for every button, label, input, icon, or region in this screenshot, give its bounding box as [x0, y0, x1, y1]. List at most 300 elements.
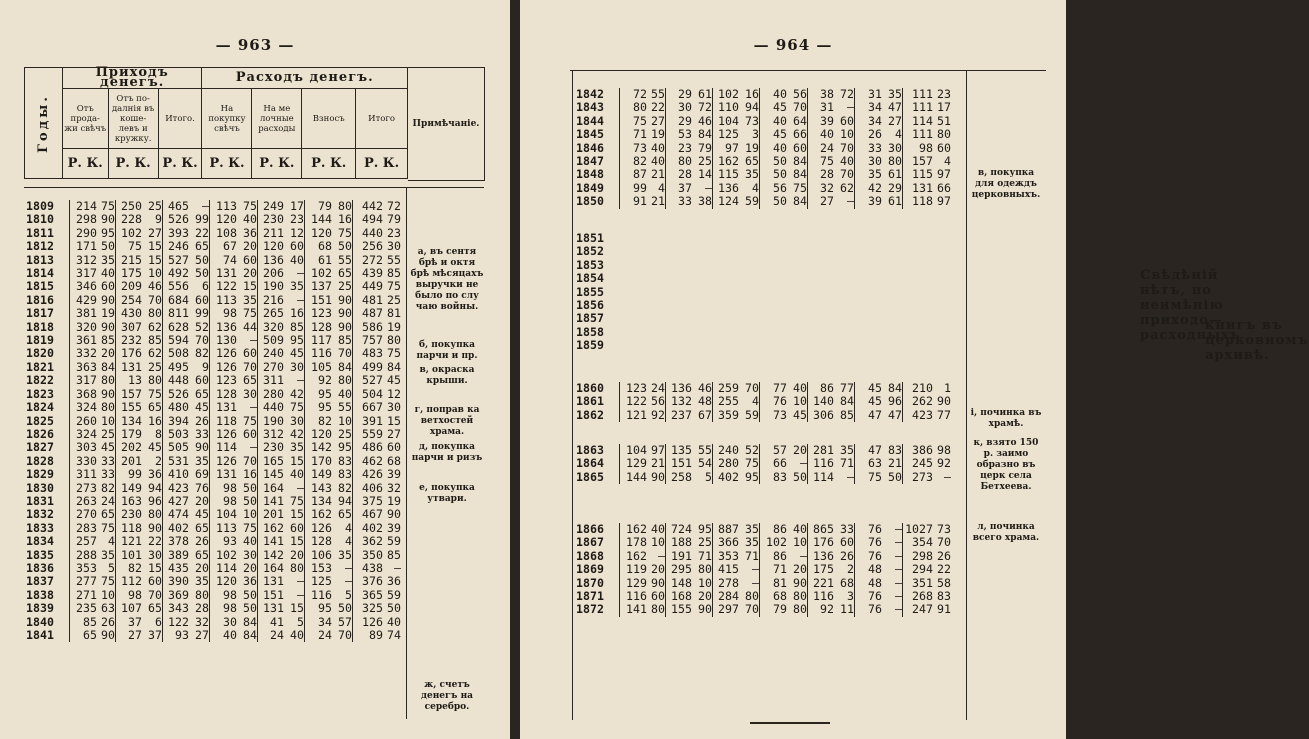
rubles-cell: 123	[620, 382, 648, 395]
rubles-cell: 201	[258, 508, 285, 521]
kopecks-cell: 80	[387, 333, 401, 348]
kopecks-cell: 26	[840, 548, 854, 563]
rubles-cell: 209	[116, 280, 143, 293]
kopecks-cell: 5	[705, 469, 712, 484]
kopecks-cell: 27	[888, 113, 902, 128]
kopecks-cell: 60	[651, 589, 665, 604]
message-no-data-2: книгъ въ церковномъ архивѣ.	[1205, 318, 1309, 363]
year-cell: 1867	[576, 535, 604, 550]
kopecks-cell: 80	[101, 373, 115, 388]
rubles-cell: 111	[903, 101, 934, 114]
kopecks-cell: —	[847, 469, 854, 484]
year-cell: 1856	[576, 298, 604, 313]
kopecks-cell: 50	[338, 239, 352, 254]
kopecks-cell: 73	[937, 522, 951, 536]
rubles-cell: 132	[666, 395, 693, 408]
right-table-1860-1862	[574, 382, 951, 422]
rk-6: Р. К.	[302, 149, 356, 179]
rubles-cell: 175	[808, 563, 835, 576]
rubles-cell: 34	[305, 616, 333, 629]
rubles-cell: 216	[258, 294, 285, 307]
rubles-cell: 526	[163, 213, 190, 226]
kopecks-cell: —	[847, 194, 854, 209]
kopecks-cell: 79	[387, 212, 401, 227]
gap-year-row	[574, 259, 619, 272]
kopecks-cell: 90	[387, 507, 401, 522]
kopecks-cell: 90	[101, 628, 115, 642]
kopecks-cell: 70	[148, 587, 162, 602]
kopecks-cell: 35	[745, 535, 759, 550]
kopecks-cell: 84	[793, 194, 807, 209]
year-cell: 1819	[26, 333, 54, 348]
kopecks-cell: 71	[840, 456, 854, 471]
kopecks-cell: 26	[937, 548, 951, 563]
kopecks-cell: 95	[698, 522, 712, 536]
rubles-cell: 175	[116, 267, 143, 280]
rubles-cell: 343	[163, 602, 190, 615]
rubles-cell: 33	[666, 195, 693, 208]
kopecks-cell: 65	[338, 507, 352, 522]
right-table-1866-1872	[574, 523, 951, 617]
kopecks-cell: 35	[888, 87, 902, 101]
kopecks-cell: 40	[651, 140, 665, 155]
kopecks-cell: 25	[148, 359, 162, 374]
kopecks-cell: 40	[793, 522, 807, 536]
year-cell: 1833	[26, 520, 54, 535]
rubles-cell: 24	[305, 629, 333, 642]
rubles-cell: 230	[258, 441, 285, 454]
kopecks-cell: 16	[290, 306, 304, 321]
rubles-cell: 118	[210, 415, 238, 428]
kopecks-cell: 84	[888, 381, 902, 395]
rubles-cell: 99	[116, 468, 143, 481]
kopecks-cell: 72	[698, 100, 712, 115]
kopecks-cell: 30	[387, 239, 401, 254]
kopecks-cell: 60	[840, 113, 854, 128]
kopecks-cell: 83	[888, 443, 902, 457]
header-income: Приходъ денегъ.	[62, 68, 202, 89]
kopecks-cell: 85	[840, 407, 854, 422]
kopecks-cell: —	[895, 522, 902, 536]
rubles-cell: 527	[163, 254, 190, 267]
kopecks-cell: 36	[243, 225, 257, 240]
kopecks-cell: 84	[243, 614, 257, 629]
kopecks-cell: 50	[338, 601, 352, 616]
rubles-cell: 295	[666, 563, 693, 576]
year-cell: 1852	[576, 244, 604, 259]
rubles-cell: 108	[210, 227, 238, 240]
ledger-row	[24, 213, 401, 226]
ledger-row	[574, 182, 951, 195]
kopecks-cell: 36	[243, 574, 257, 589]
rubles-cell: 402	[163, 522, 190, 535]
kopecks-cell: 23	[937, 87, 951, 101]
kopecks-cell: 46	[148, 279, 162, 294]
year-cell: 1829	[26, 467, 54, 482]
rubles-cell: 102	[305, 267, 333, 280]
ledger-row	[24, 361, 401, 374]
rubles-cell: 40	[210, 629, 238, 642]
kopecks-cell: 47	[888, 407, 902, 422]
kopecks-cell: 80	[101, 400, 115, 415]
kopecks-cell: 84	[840, 394, 854, 409]
rubles-cell: 317	[70, 374, 98, 387]
kopecks-cell: 3	[752, 127, 759, 142]
rubles-cell: 157	[116, 388, 143, 401]
ledger-row	[574, 168, 951, 181]
rubles-cell: 240	[713, 444, 740, 457]
ledger-row	[24, 549, 401, 562]
kopecks-cell: 97	[937, 194, 951, 209]
kopecks-cell: 48	[698, 394, 712, 409]
rubles-cell: 131	[210, 468, 238, 481]
rubles-cell: 354	[903, 536, 934, 549]
rubles-cell: 628	[163, 321, 190, 334]
rubles-cell: 288	[70, 549, 98, 562]
kopecks-cell: 22	[937, 562, 951, 577]
year-cell: 1822	[26, 373, 54, 388]
rubles-cell: 311	[258, 374, 285, 387]
rubles-cell: 114	[808, 471, 835, 484]
ledger-row	[24, 334, 401, 347]
kopecks-cell: 20	[243, 239, 257, 254]
kopecks-cell: 16	[148, 413, 162, 428]
kopecks-cell: 40	[290, 252, 304, 267]
kopecks-cell: 10	[793, 394, 807, 409]
right-notes-divider	[966, 70, 967, 720]
rubles-cell: 151	[258, 589, 285, 602]
kopecks-cell: 80	[937, 127, 951, 142]
rubles-cell: 98	[116, 589, 143, 602]
kopecks-cell: 71	[745, 548, 759, 563]
kopecks-cell: 45	[148, 440, 162, 455]
rubles-cell: 102	[116, 227, 143, 240]
rubles-cell: 40	[760, 142, 788, 155]
rubles-cell: 262	[903, 395, 934, 408]
kopecks-cell: 82	[338, 480, 352, 495]
ledger-row	[24, 294, 401, 307]
kopecks-cell: 21	[651, 456, 665, 471]
rubles-cell: 359	[713, 409, 740, 422]
rubles-cell: 467	[353, 508, 384, 521]
year-cell: 1810	[26, 212, 54, 227]
year-cell: 1841	[26, 628, 54, 642]
rubles-cell: 141	[258, 535, 285, 548]
ledger-row	[24, 428, 401, 441]
year-cell: 1854	[576, 271, 604, 286]
rubles-cell: 363	[70, 361, 98, 374]
kopecks-cell: 19	[387, 493, 401, 508]
rubles-cell: 131	[210, 267, 238, 280]
rubles-cell: 41	[258, 616, 285, 629]
kopecks-cell: 45	[793, 407, 807, 422]
rubles-cell: 98	[210, 495, 238, 508]
notes-divider	[406, 187, 407, 719]
kopecks-cell: 90	[793, 575, 807, 590]
kopecks-cell: 61	[888, 167, 902, 182]
rubles-cell: 381	[70, 307, 98, 320]
rubles-cell: 86	[760, 550, 788, 563]
kopecks-cell: 35	[195, 453, 209, 468]
rubles-cell: 76	[855, 523, 883, 536]
kopecks-cell: 75	[101, 574, 115, 589]
rubles-cell: 125	[713, 128, 740, 141]
right-page	[520, 0, 1309, 739]
rubles-cell: 47	[855, 409, 883, 422]
rubles-cell: 531	[163, 455, 190, 468]
rubles-cell: 151	[305, 294, 333, 307]
kopecks-cell: —	[297, 587, 304, 602]
kopecks-cell: —	[345, 560, 352, 575]
rubles-cell: 164	[258, 562, 285, 575]
rubles-cell: 111	[903, 128, 934, 141]
rubles-cell: 366	[713, 536, 740, 549]
rubles-cell: 162	[713, 155, 740, 168]
note-v: в, окраска крыши.	[419, 365, 475, 386]
ledger-row	[574, 563, 951, 576]
rubles-cell: 126	[210, 455, 238, 468]
rubles-cell: 280	[713, 457, 740, 470]
kopecks-cell: 60	[195, 373, 209, 388]
kopecks-cell: 83	[338, 453, 352, 468]
rubles-cell: 202	[116, 441, 143, 454]
note-i: і, починка въ храмѣ.	[970, 408, 1042, 429]
kopecks-cell: 65	[101, 507, 115, 522]
kopecks-cell: 20	[793, 562, 807, 577]
kopecks-cell: 20	[290, 547, 304, 562]
kopecks-cell: 45	[101, 440, 115, 455]
kopecks-cell: 71	[698, 548, 712, 563]
rubles-cell: 31	[808, 101, 835, 114]
year-cell: 1840	[26, 614, 54, 629]
kopecks-cell: 15	[243, 279, 257, 294]
rubles-cell: 118	[116, 522, 143, 535]
rubles-cell: 114	[210, 441, 238, 454]
rubles-cell: 332	[70, 347, 98, 360]
year-cell: 1851	[576, 231, 604, 245]
rubles-cell: 104	[620, 444, 648, 457]
year-cell: 1855	[576, 284, 604, 299]
rubles-cell: 350	[353, 549, 384, 562]
kopecks-cell: 85	[148, 333, 162, 348]
ledger-row	[24, 575, 401, 588]
rubles-cell: 724	[666, 523, 693, 536]
rubles-cell: 114	[210, 562, 238, 575]
ledger-row	[24, 468, 401, 481]
rubles-cell: 123	[210, 374, 238, 387]
kopecks-cell: 30	[148, 547, 162, 562]
rubles-cell: 32	[808, 182, 835, 195]
gap-year-row	[574, 245, 619, 258]
note-d: д, покупка парчи и ризъ	[411, 442, 483, 463]
rubles-cell: 50	[760, 155, 788, 168]
rk-7: Р. К.	[356, 149, 408, 179]
year-cell: 1825	[26, 413, 54, 428]
kopecks-cell: 36	[387, 574, 401, 589]
rubles-cell: 297	[713, 603, 740, 616]
kopecks-cell: —	[800, 548, 807, 563]
kopecks-cell: 62	[148, 346, 162, 361]
ledger-row	[574, 457, 951, 470]
rubles-cell: 24	[258, 629, 285, 642]
rubles-cell: 324	[70, 428, 98, 441]
year-cell: 1870	[576, 575, 604, 590]
rubles-cell: 228	[116, 213, 143, 226]
rubles-cell: 481	[353, 294, 384, 307]
year-cell: 1842	[576, 87, 604, 101]
kopecks-cell: 52	[195, 319, 209, 334]
page-number-right: — 964 —	[753, 36, 833, 54]
rubles-cell: 237	[666, 409, 693, 422]
rubles-cell: 116	[305, 589, 333, 602]
rubles-cell: 246	[163, 240, 190, 253]
kopecks-cell: 5	[345, 587, 352, 602]
rubles-cell: 104	[713, 115, 740, 128]
rubles-cell: 474	[163, 508, 190, 521]
rubles-cell: 278	[713, 577, 740, 590]
gap-year-row	[574, 286, 619, 299]
kopecks-cell: 42	[290, 386, 304, 401]
rubles-cell: 119	[620, 563, 648, 576]
kopecks-cell: 60	[840, 535, 854, 550]
rubles-cell: 389	[163, 549, 190, 562]
kopecks-cell: 70	[745, 381, 759, 395]
year-cell: 1826	[26, 426, 54, 441]
kopecks-cell: 40	[243, 534, 257, 549]
rubles-cell: 66	[760, 457, 788, 470]
kopecks-cell: —	[895, 548, 902, 563]
rubles-cell: 353	[70, 562, 98, 575]
rubles-cell: 435	[163, 562, 190, 575]
ledger-row	[574, 577, 951, 590]
kopecks-cell: 94	[148, 480, 162, 495]
rk-3: Р. К.	[158, 149, 202, 179]
kopecks-cell: —	[250, 440, 257, 455]
ledger-row	[24, 227, 401, 240]
rk-5: Р. К.	[252, 149, 302, 179]
kopecks-cell: 35	[243, 292, 257, 307]
rubles-cell: 1027	[903, 523, 934, 536]
kopecks-cell: 19	[387, 319, 401, 334]
kopecks-cell: 10	[101, 587, 115, 602]
kopecks-cell: 60	[290, 239, 304, 254]
year-cell: 1846	[576, 140, 604, 155]
kopecks-cell: 2	[847, 562, 854, 577]
rubles-cell: 30	[666, 101, 693, 114]
kopecks-cell: 97	[651, 443, 665, 457]
kopecks-cell: 65	[195, 386, 209, 401]
kopecks-cell: 77	[840, 381, 854, 395]
rubles-cell: 28	[808, 168, 835, 181]
kopecks-cell: —	[752, 575, 759, 590]
right-table-1842-1850	[574, 88, 951, 209]
year-cell: 1814	[26, 266, 54, 281]
rubles-cell: 499	[353, 361, 384, 374]
kopecks-cell: 40	[243, 212, 257, 227]
right-years-gap	[574, 232, 619, 353]
kopecks-cell: 50	[888, 469, 902, 484]
kopecks-cell: 4	[752, 180, 759, 195]
rubles-cell: 449	[353, 280, 384, 293]
rubles-cell: 122	[210, 280, 238, 293]
kopecks-cell: 27	[651, 113, 665, 128]
kopecks-cell: 72	[840, 87, 854, 101]
kopecks-cell: 46	[698, 113, 712, 128]
rubles-cell: 270	[258, 361, 285, 374]
gap-year-row	[574, 312, 619, 325]
rubles-cell: 76	[855, 590, 883, 603]
rubles-cell: 155	[666, 603, 693, 616]
ledger-row	[574, 115, 951, 128]
rubles-cell: 145	[258, 468, 285, 481]
year-cell: 1824	[26, 400, 54, 415]
kopecks-cell: 6	[202, 279, 209, 294]
kopecks-cell: 15	[290, 534, 304, 549]
header-col-notes: Примѣчанiе.	[408, 67, 485, 181]
rubles-cell: 206	[258, 267, 285, 280]
rubles-cell: 887	[713, 523, 740, 536]
rubles-cell: 346	[70, 280, 98, 293]
kopecks-cell: 84	[338, 359, 352, 374]
rubles-cell: 107	[116, 602, 143, 615]
right-table-1863-1865	[574, 444, 951, 484]
kopecks-cell: 54	[698, 456, 712, 471]
kopecks-cell: 27	[195, 628, 209, 642]
rubles-cell: 76	[855, 536, 883, 549]
kopecks-cell: 95	[101, 225, 115, 240]
year-cell: 1820	[26, 346, 54, 361]
rubles-cell: 39	[808, 115, 835, 128]
kopecks-cell: 15	[148, 560, 162, 575]
rubles-cell: 178	[620, 536, 648, 549]
rubles-cell: 191	[666, 550, 693, 563]
rubles-cell: 76	[855, 550, 883, 563]
ledger-row	[24, 508, 401, 521]
rubles-cell: 42	[855, 182, 883, 195]
year-cell: 1811	[26, 225, 54, 240]
rubles-cell: 131	[116, 361, 143, 374]
year-cell: 1862	[576, 407, 604, 422]
rubles-cell: 143	[305, 482, 333, 495]
kopecks-cell: 77	[937, 407, 951, 422]
year-cell: 1857	[576, 311, 604, 326]
kopecks-cell: 20	[793, 443, 807, 457]
kopecks-cell: 46	[698, 381, 712, 395]
rubles-cell: 86	[760, 523, 788, 536]
kopecks-cell: 75	[101, 199, 115, 213]
rubles-cell: 260	[70, 415, 98, 428]
rubles-cell: 402	[713, 471, 740, 484]
rubles-cell: 757	[353, 334, 384, 347]
rubles-cell: 93	[210, 535, 238, 548]
note-e: е, покупка утвари.	[419, 483, 475, 504]
rubles-cell: 131	[903, 182, 934, 195]
kopecks-cell: 60	[243, 252, 257, 267]
year-cell: 1868	[576, 548, 604, 563]
kopecks-cell: 25	[338, 279, 352, 294]
note-l: л, починка всего храма.	[972, 522, 1040, 543]
kopecks-cell: 55	[387, 252, 401, 267]
kopecks-cell: 75	[793, 180, 807, 195]
kopecks-cell: 50	[101, 239, 115, 254]
rubles-cell: 40	[808, 128, 835, 141]
rubles-cell: 149	[305, 468, 333, 481]
kopecks-cell: —	[895, 575, 902, 590]
header-col-total-in: Итого.	[158, 89, 202, 149]
rubles-cell: 402	[353, 522, 384, 535]
note-k: к, взято 150 р. заимо образно въ церк села Бетхеева.	[973, 438, 1039, 492]
year-cell: 1812	[26, 239, 54, 254]
